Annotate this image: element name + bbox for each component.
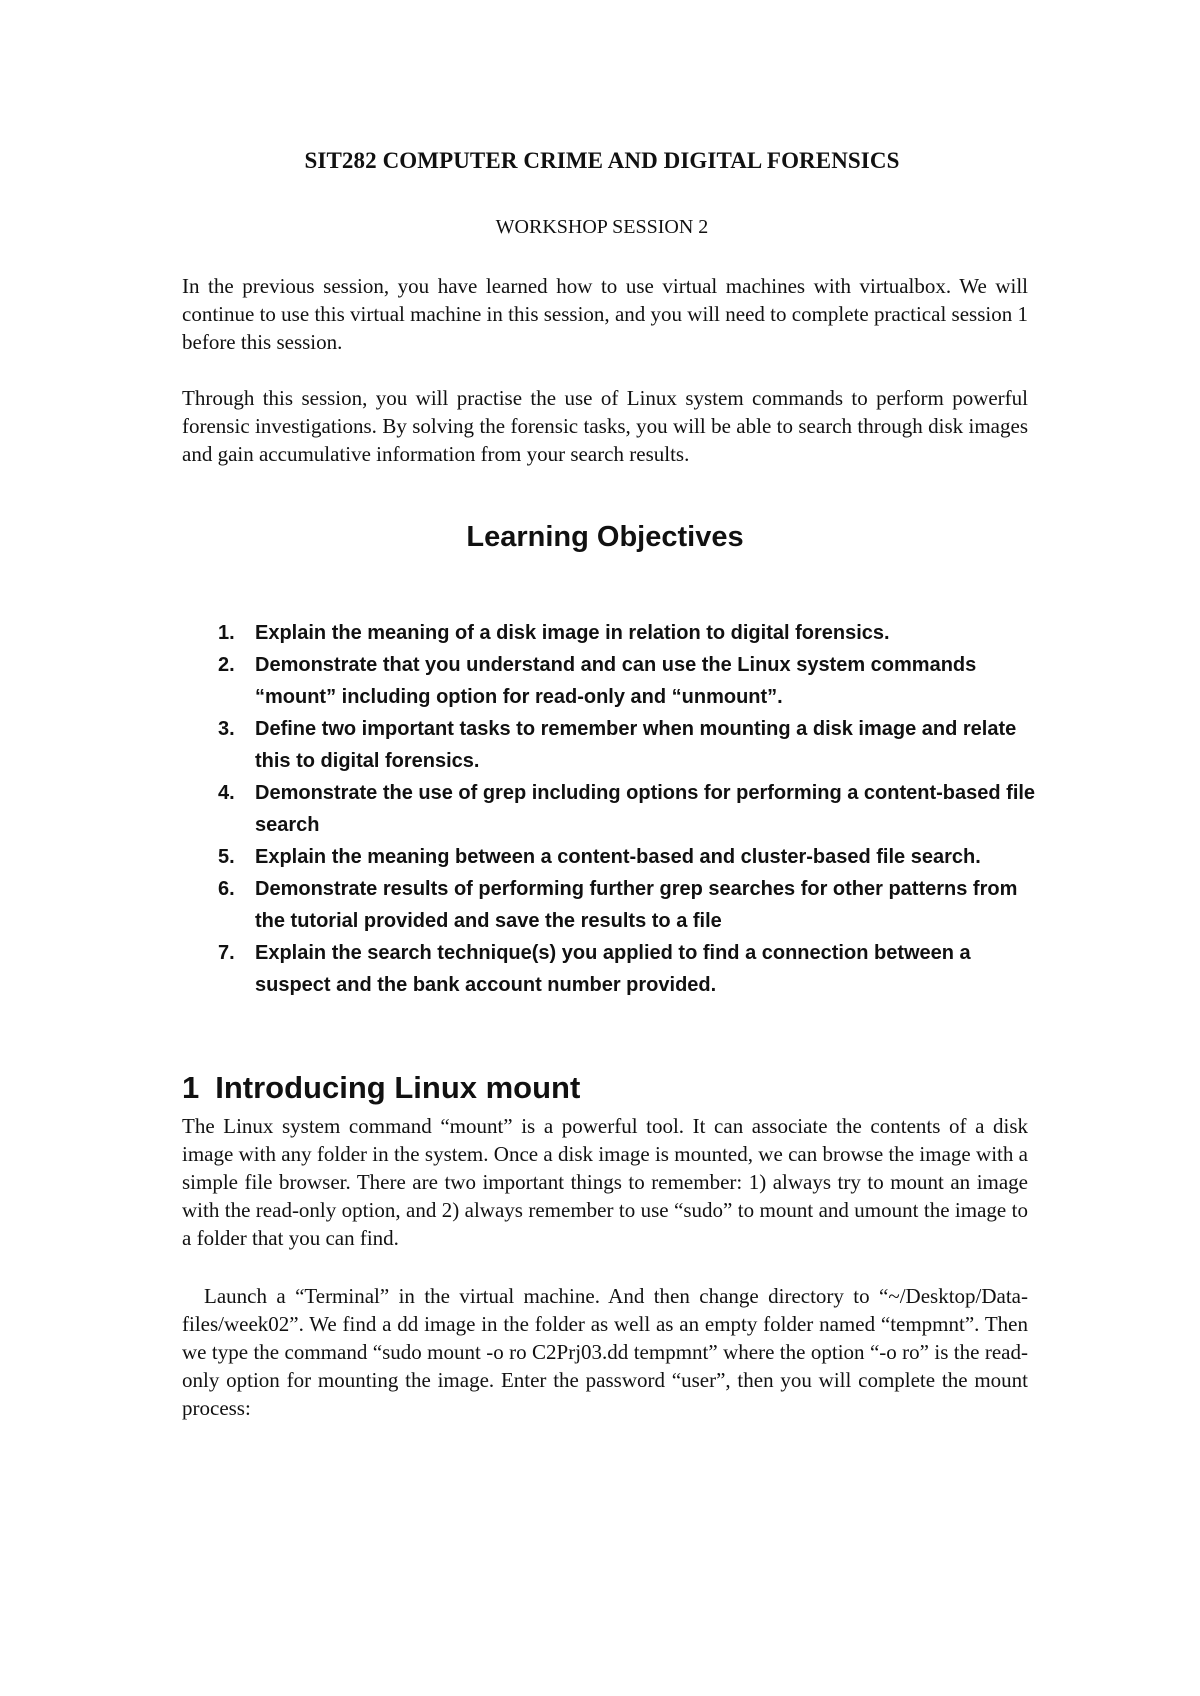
objective-text: Demonstrate the use of grep including options for performing a content-based file search	[255, 782, 1036, 836]
objective-item	[210, 777, 1050, 841]
objective-text: Explain the meaning of a disk image in relation to digital forensics.	[255, 622, 890, 644]
objective-item	[210, 617, 1050, 649]
objective-text: Explain the meaning between a content-based and cluster-based file search.	[255, 846, 981, 868]
objective-text: Demonstrate that you understand and can use the Linux system commands “mount” including option for read-only and “unmount”.	[255, 654, 977, 708]
session-title: WORKSHOP SESSION 2	[495, 216, 709, 238]
section-title: Introducing Linux mount	[215, 1070, 581, 1105]
objective-number: 3.	[218, 718, 235, 740]
objective-number: 1.	[218, 622, 235, 644]
course-title: SIT282 COMPUTER CRIME AND DIGITAL FORENSICS	[304, 148, 900, 173]
objective-number: 4.	[218, 782, 235, 804]
objective-text: Explain the search technique(s) you applied to find a connection between a suspect and the bank account number provided.	[255, 942, 971, 996]
objective-number: 7.	[218, 942, 235, 964]
objective-item	[210, 937, 1050, 1001]
objective-number: 6.	[218, 878, 235, 900]
practise-paragraph: Through this session, you will practise the use of Linux system commands to perform powerful forensic investigations. By solving the forensic tasks, you will be able to search through disk images and gain accumulative information from your search results.	[182, 386, 1028, 466]
section-number: 1	[182, 1070, 200, 1105]
objective-number: 2.	[218, 654, 235, 676]
launch-terminal-paragraph: Launch a “Terminal” in the virtual machine. And then change directory to “~/Desktop/Data-files/week02”. We find a dd image in the folder as well as an empty folder named “tempmnt”. Then we type the command “sudo mount -o ro C2Prj03.dd tempmnt” where the option “-o ro” is the read-only option for mounting the image. Enter the password “user”, then you will complete the mount process:	[182, 1284, 1028, 1420]
objective-item	[210, 873, 1050, 937]
objective-item	[210, 649, 1050, 713]
objective-text: Demonstrate results of performing further grep searches for other patterns from the tutorial provided and save the results to a file	[255, 878, 1018, 932]
section-1-heading	[182, 1070, 1028, 1106]
mount-intro-paragraph: The Linux system command “mount” is a powerful tool. It can associate the contents of a disk image with any folder in the system. Once a disk image is mounted, we can browse the image with a simple file browser. There are two important things to remember: 1) always try to mount an image with the read-only option, and 2) always remember to use “sudo” to mount and umount the image to a folder that you can find.	[182, 1114, 1028, 1250]
learning-objectives-list	[210, 617, 1050, 1001]
objective-item	[210, 713, 1050, 777]
objective-number: 5.	[218, 846, 235, 868]
objective-item	[210, 841, 1050, 873]
objective-text: Define two important tasks to remember when mounting a disk image and relate this to digital forensics.	[255, 718, 1017, 772]
learning-objectives-heading: Learning Objectives	[466, 521, 744, 553]
intro-paragraph: In the previous session, you have learned how to use virtual machines with virtualbox. We will continue to use this virtual machine in this session, and you will need to complete practical session 1 before this session.	[182, 274, 1028, 354]
